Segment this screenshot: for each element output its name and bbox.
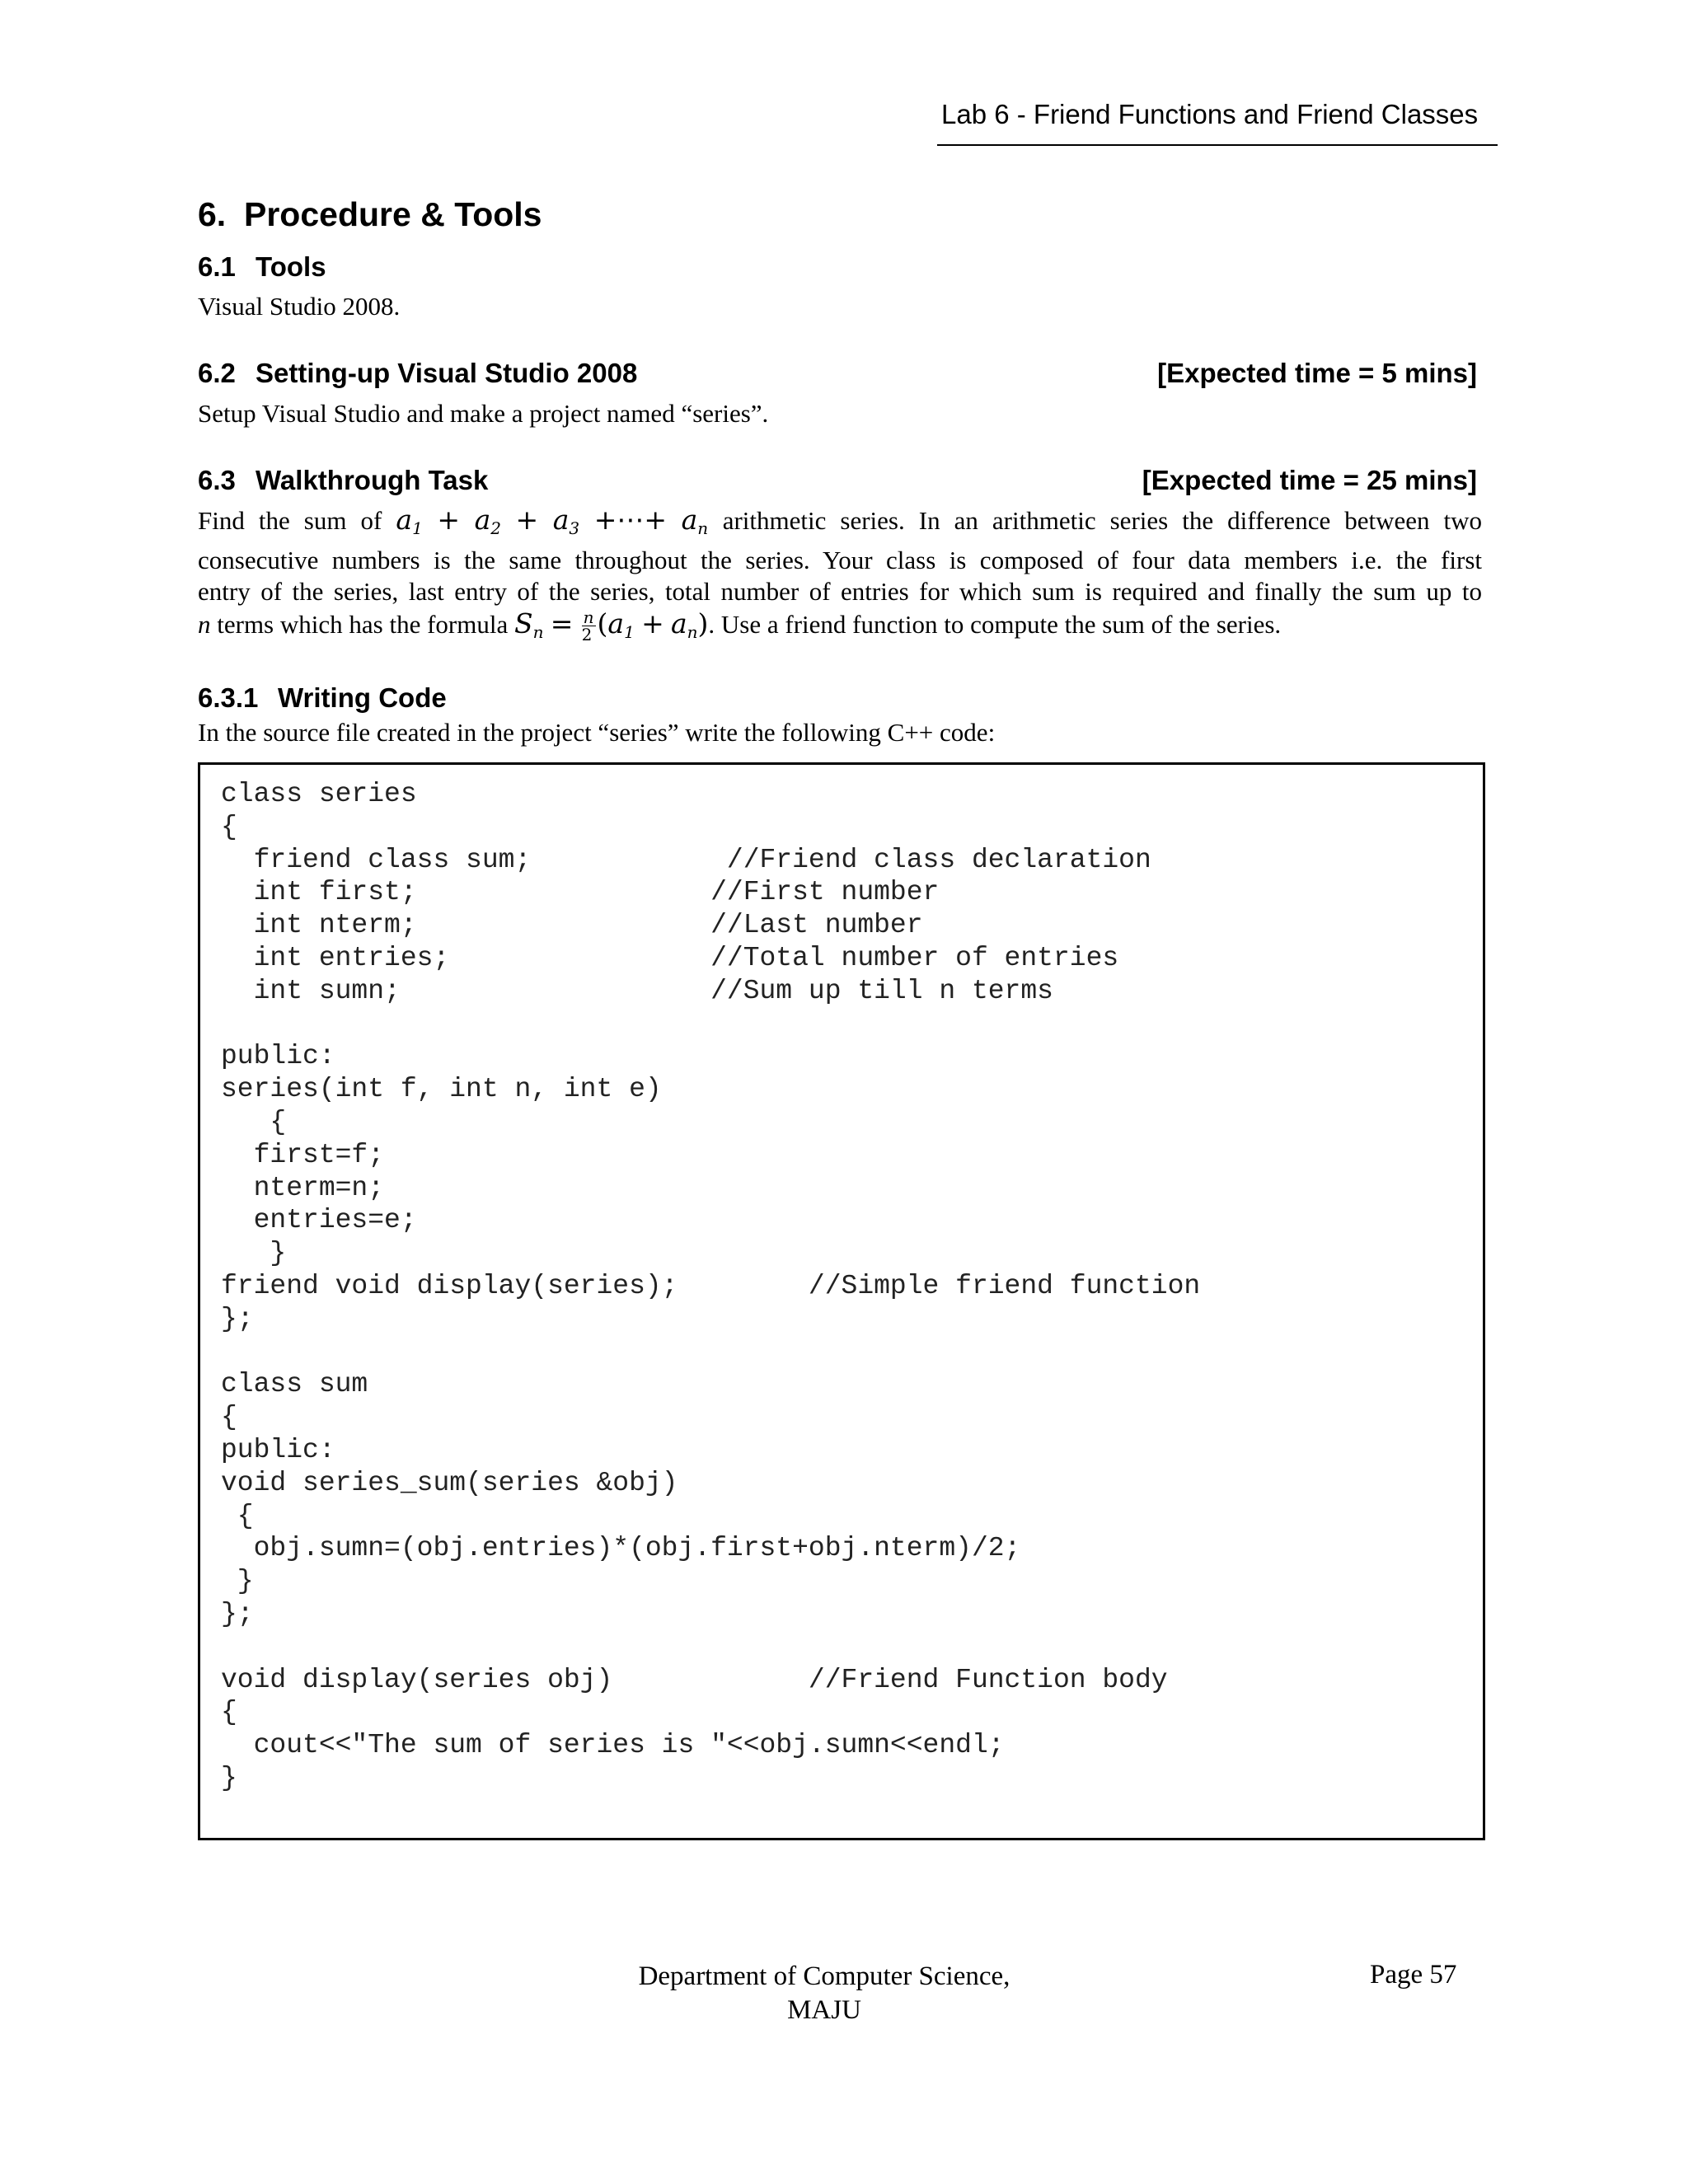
- paragraph-line: [198, 608, 1482, 649]
- footer-dept-line: MAJU: [787, 1995, 861, 2025]
- section-title: Procedure & Tools: [244, 195, 542, 233]
- subsection-number: 6.3.1: [198, 682, 259, 713]
- text-run: n: [198, 609, 211, 639]
- subsection-heading-setup: [198, 358, 637, 389]
- footer-department: [577, 1960, 1071, 2027]
- subsection-number: 6.1: [198, 251, 236, 282]
- subsection-title: Setting-up Visual Studio 2008: [256, 358, 638, 388]
- tools-text: Visual Studio 2008.: [198, 292, 401, 321]
- text-run: . Use a friend function to compute the sum of the series.: [708, 609, 1282, 639]
- subsection-title: Tools: [256, 251, 326, 282]
- header-rule: [937, 144, 1498, 146]
- setup-text: Setup Visual Studio and make a project named “series”.: [198, 399, 769, 428]
- subsection-heading-tools: [198, 251, 326, 283]
- footer-dept-line: Department of Computer Science,: [638, 1961, 1010, 1991]
- subsection-heading-walkthrough: [198, 465, 488, 496]
- section-number: 6.: [198, 195, 227, 233]
- subsection-number: 6.2: [198, 358, 236, 388]
- code-listing: class series { friend class sum; //Friend class declaration int first; //First number int nterm; //Last number int entries; //Total number of entries int sumn; //Sum up till n terms public: series(int f, int n, int e) { first=f; nterm=n; entries=e; } friend void display(series); //Simple friend function }; class sum { public: void series_sum(series &obj) { obj.sumn=(obj.entries)*(obj.first+obj.nterm)/2; } }; void display(series obj) //Friend Function body { cout<<"The sum of series is "<<obj.sumn<<endl; }: [221, 779, 1201, 1793]
- text-run: arithmetic series. In an arithmetic series the difference between two: [722, 506, 1483, 535]
- paragraph-line: [198, 504, 1482, 545]
- running-header: Lab 6 - Friend Functions and Friend Classes: [941, 99, 1479, 129]
- writing-code-text: In the source file created in the project “series” write the following C++ code:: [198, 718, 996, 747]
- subsection-title: Writing Code: [278, 682, 447, 713]
- paragraph-line: consecutive numbers is the same throughout the series. Your class is composed of four data members i.e. the first: [198, 545, 1482, 574]
- sum-formula: $S_n$ = $\frac{n}{2}$ $(a_1 + a_n)$: [513, 607, 709, 645]
- expected-time-walkthrough: [Expected time = 25 mins]: [1142, 465, 1477, 495]
- paragraph-line: entry of the series, last entry of the series, total number of entries for which sum is required and finally the sum up to: [198, 577, 1482, 606]
- section-heading: [198, 195, 542, 234]
- walkthrough-paragraph: [198, 504, 1482, 648]
- expected-time-setup: [Expected time = 5 mins]: [1157, 358, 1477, 388]
- subsection-title: Walkthrough Task: [256, 465, 489, 495]
- series-equation: $a_1 + a_2 + a_3$ +⋯+ $a_n$: [396, 504, 709, 538]
- text-run: terms which has the formula: [217, 609, 509, 639]
- code-box: [198, 762, 1485, 1840]
- text-run: Find the sum of: [198, 506, 382, 535]
- subsection-heading-writing-code: [198, 682, 447, 714]
- footer-page-number: Page 57: [1370, 1960, 1457, 1990]
- subsection-number: 6.3: [198, 465, 236, 495]
